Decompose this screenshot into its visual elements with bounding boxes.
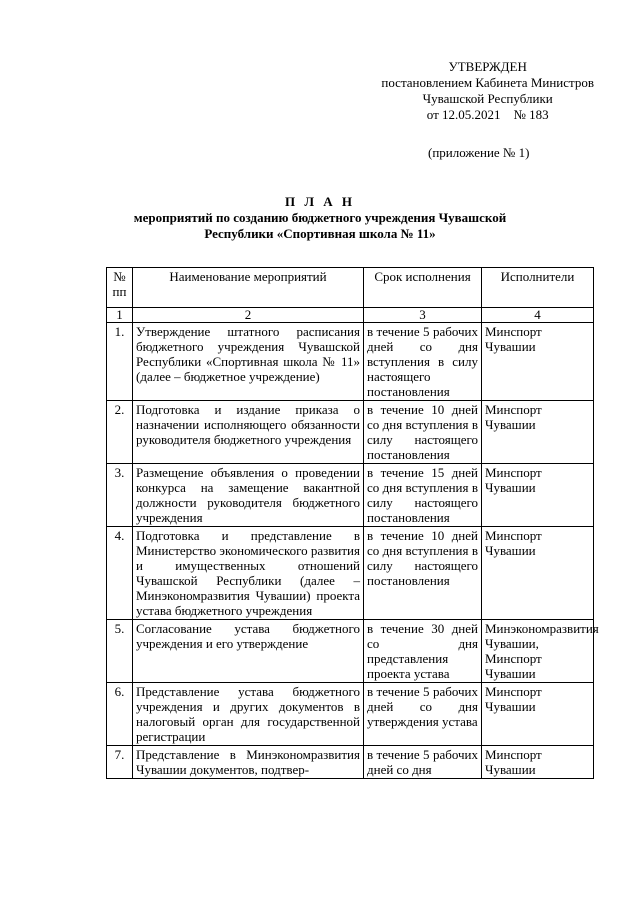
table-row [107,746,594,779]
row-term: в течение 5 рабочих дней со дня [364,746,482,779]
title-line-1: мероприятий по созданию бюджетного учреждения Чувашской [133,210,507,225]
table-row [107,401,594,464]
column-number: 1 [107,308,133,323]
approval-line-2: постановлением Кабинета Министров [381,75,594,90]
document-title [0,194,640,242]
row-number: 3. [107,464,133,527]
header-term: Срок исполнения [364,268,482,308]
row-number: 6. [107,683,133,746]
title-plan: П Л А Н [284,194,356,209]
row-term: в течение 15 дней со дня вступления в силу настоящего постановления [364,464,482,527]
row-executor: Минспорт Чувашии [482,401,594,464]
row-number: 7. [107,746,133,779]
row-executor: Минспорт Чувашии [482,323,594,401]
header-num: № пп [107,268,133,308]
row-activity: Представление устава бюджетного учреждения и других документов в налоговый орган для государственной регистрации [133,683,364,746]
row-number: 4. [107,527,133,620]
row-term: в течение 30 дней со дня представления проекта устава [364,620,482,683]
approval-date-number: от 12.05.2021 № 183 [426,107,549,122]
row-activity: Представление в Минэкономразвития Чувашии документов, подтвер- [133,746,364,779]
row-activity: Утверждение штатного расписания бюджетного учреждения Чувашской Республики «Спортивная школа № 11» (далее – бюджетное учреждение) [133,323,364,401]
plan-table [106,267,599,779]
column-number-row [107,308,594,323]
row-executor: Минспорт Чувашии [482,464,594,527]
row-term: в течение 5 рабочих дней со дня вступления в силу настоящего постановления [364,323,482,401]
row-term: в течение 5 рабочих дней со дня утверждения устава [364,683,482,746]
column-number: 2 [133,308,364,323]
table-header-row [107,268,594,308]
table-row [107,620,594,683]
approval-line-3: Чувашской Республики [422,91,553,106]
row-executor: Минспорт Чувашии [482,746,594,779]
row-number: 5. [107,620,133,683]
table-row [107,527,594,620]
table-row [107,323,594,401]
appendix-label: (приложение № 1) [428,145,530,160]
approval-stamp [381,59,594,123]
row-activity: Подготовка и представление в Министерство экономического развития и имущественных отношений Чувашской Республики (далее – Минэкономразвития Чувашии) проекта устава бюджетного учреждения [133,527,364,620]
row-number: 1. [107,323,133,401]
row-executor: Минспорт Чувашии [482,683,594,746]
header-exec: Исполнители [482,268,594,308]
header-name: Наименование мероприятий [133,268,364,308]
row-executor: Минспорт Чувашии [482,527,594,620]
column-number: 3 [364,308,482,323]
table-row [107,683,594,746]
row-activity: Подготовка и издание приказа о назначении исполняющего обязанности руководителя бюджетного учреждения [133,401,364,464]
approval-title: УТВЕРЖДЕН [448,59,527,74]
title-line-2: Республики «Спортивная школа № 11» [204,226,436,241]
row-term: в течение 10 дней со дня вступления в силу настоящего постановления [364,527,482,620]
row-activity: Согласование устава бюджетного учреждения и его утверждение [133,620,364,683]
row-number: 2. [107,401,133,464]
row-term: в течение 10 дней со дня вступления в силу настоящего постановления [364,401,482,464]
row-executor: Минэкономразвития Чувашии, Минспорт Чувашии [482,620,594,683]
row-activity: Размещение объявления о проведении конкурса на замещение вакантной должности руководителя бюджетного учреждения [133,464,364,527]
table-row [107,464,594,527]
column-number: 4 [482,308,594,323]
